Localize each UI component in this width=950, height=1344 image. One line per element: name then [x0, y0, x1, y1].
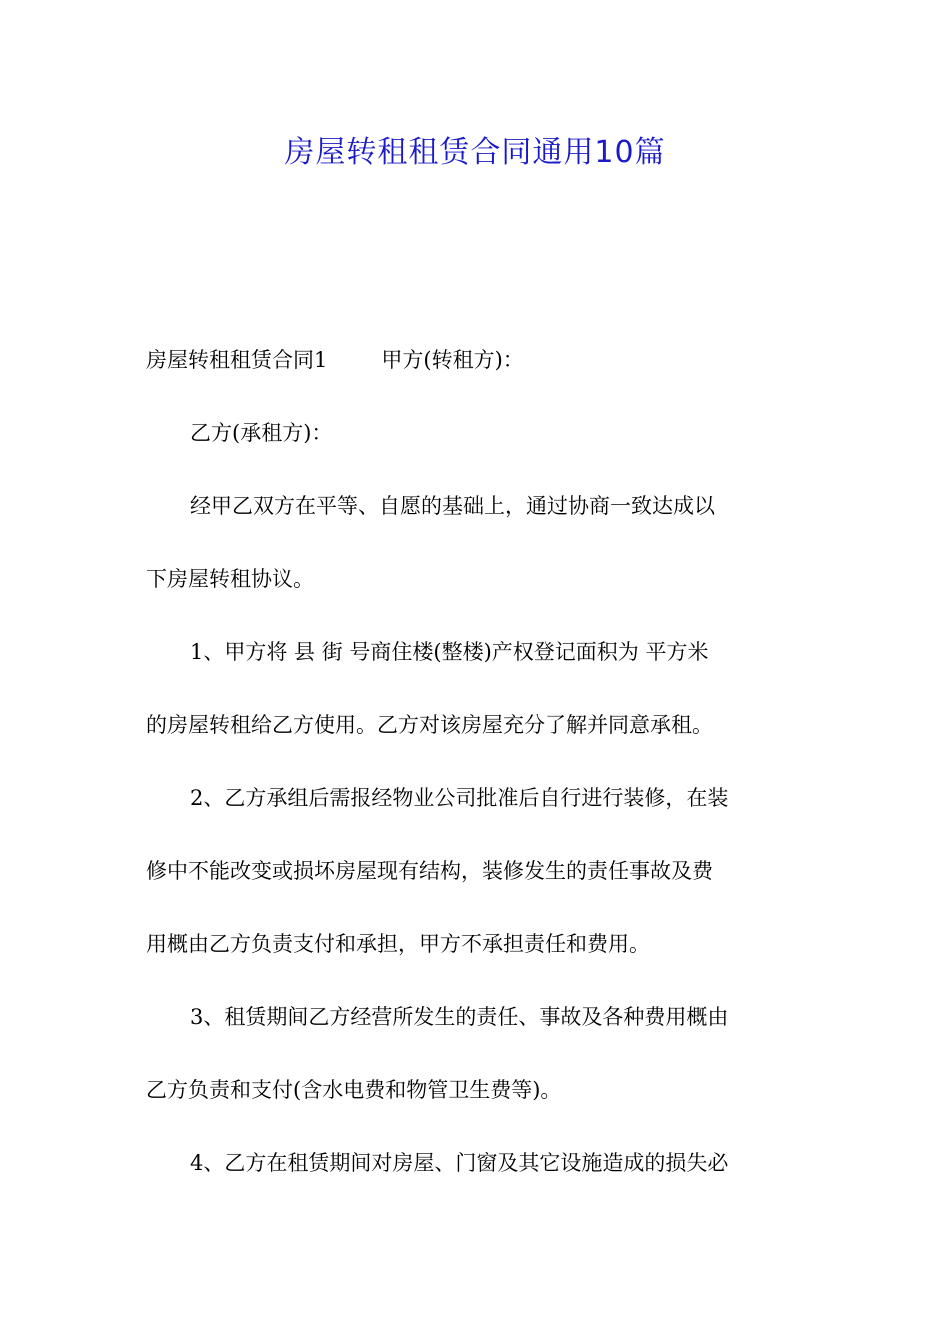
clause-1-line: 1、甲方将 县 街 号商住楼(整楼)产权登记面积为 平方米: [190, 640, 709, 664]
party-a-label: 甲方(转租方)：: [381, 348, 524, 372]
clause-2-line: 用概由乙方负责支付和承担，甲方不承担责任和费用。: [146, 932, 650, 956]
contract-heading-line: [146, 339, 810, 412]
document-title: 房屋转租租赁合同通用10篇: [284, 135, 666, 170]
clause-3-line: 3、租赁期间乙方经营所发生的责任、事故及各种费用概由: [190, 1005, 729, 1029]
clause-2-line: 修中不能改变或损坏房屋现有结构，装修发生的责任事故及费: [146, 859, 713, 883]
paragraph-line: 经甲乙双方在平等、自愿的基础上，通过协商一致达成以: [190, 494, 715, 518]
clause-3-line: 乙方负责和支付(含水电费和物管卫生费等)。: [146, 1078, 562, 1102]
clause-4-line: 4、乙方在租赁期间对房屋、门窗及其它设施造成的损失必: [190, 1151, 729, 1175]
paragraph-line: 下房屋转租协议。: [146, 567, 314, 591]
contract-heading: 房屋转租租赁合同1: [146, 348, 328, 372]
clause-1-line: 的房屋转租给乙方使用。乙方对该房屋充分了解并同意承租。: [146, 713, 713, 737]
clause-2-line: 2、乙方承组后需报经物业公司批准后自行进行装修，在装: [190, 786, 729, 810]
document-body: [146, 339, 810, 1215]
party-b-label: 乙方(承租方)：: [190, 421, 333, 445]
